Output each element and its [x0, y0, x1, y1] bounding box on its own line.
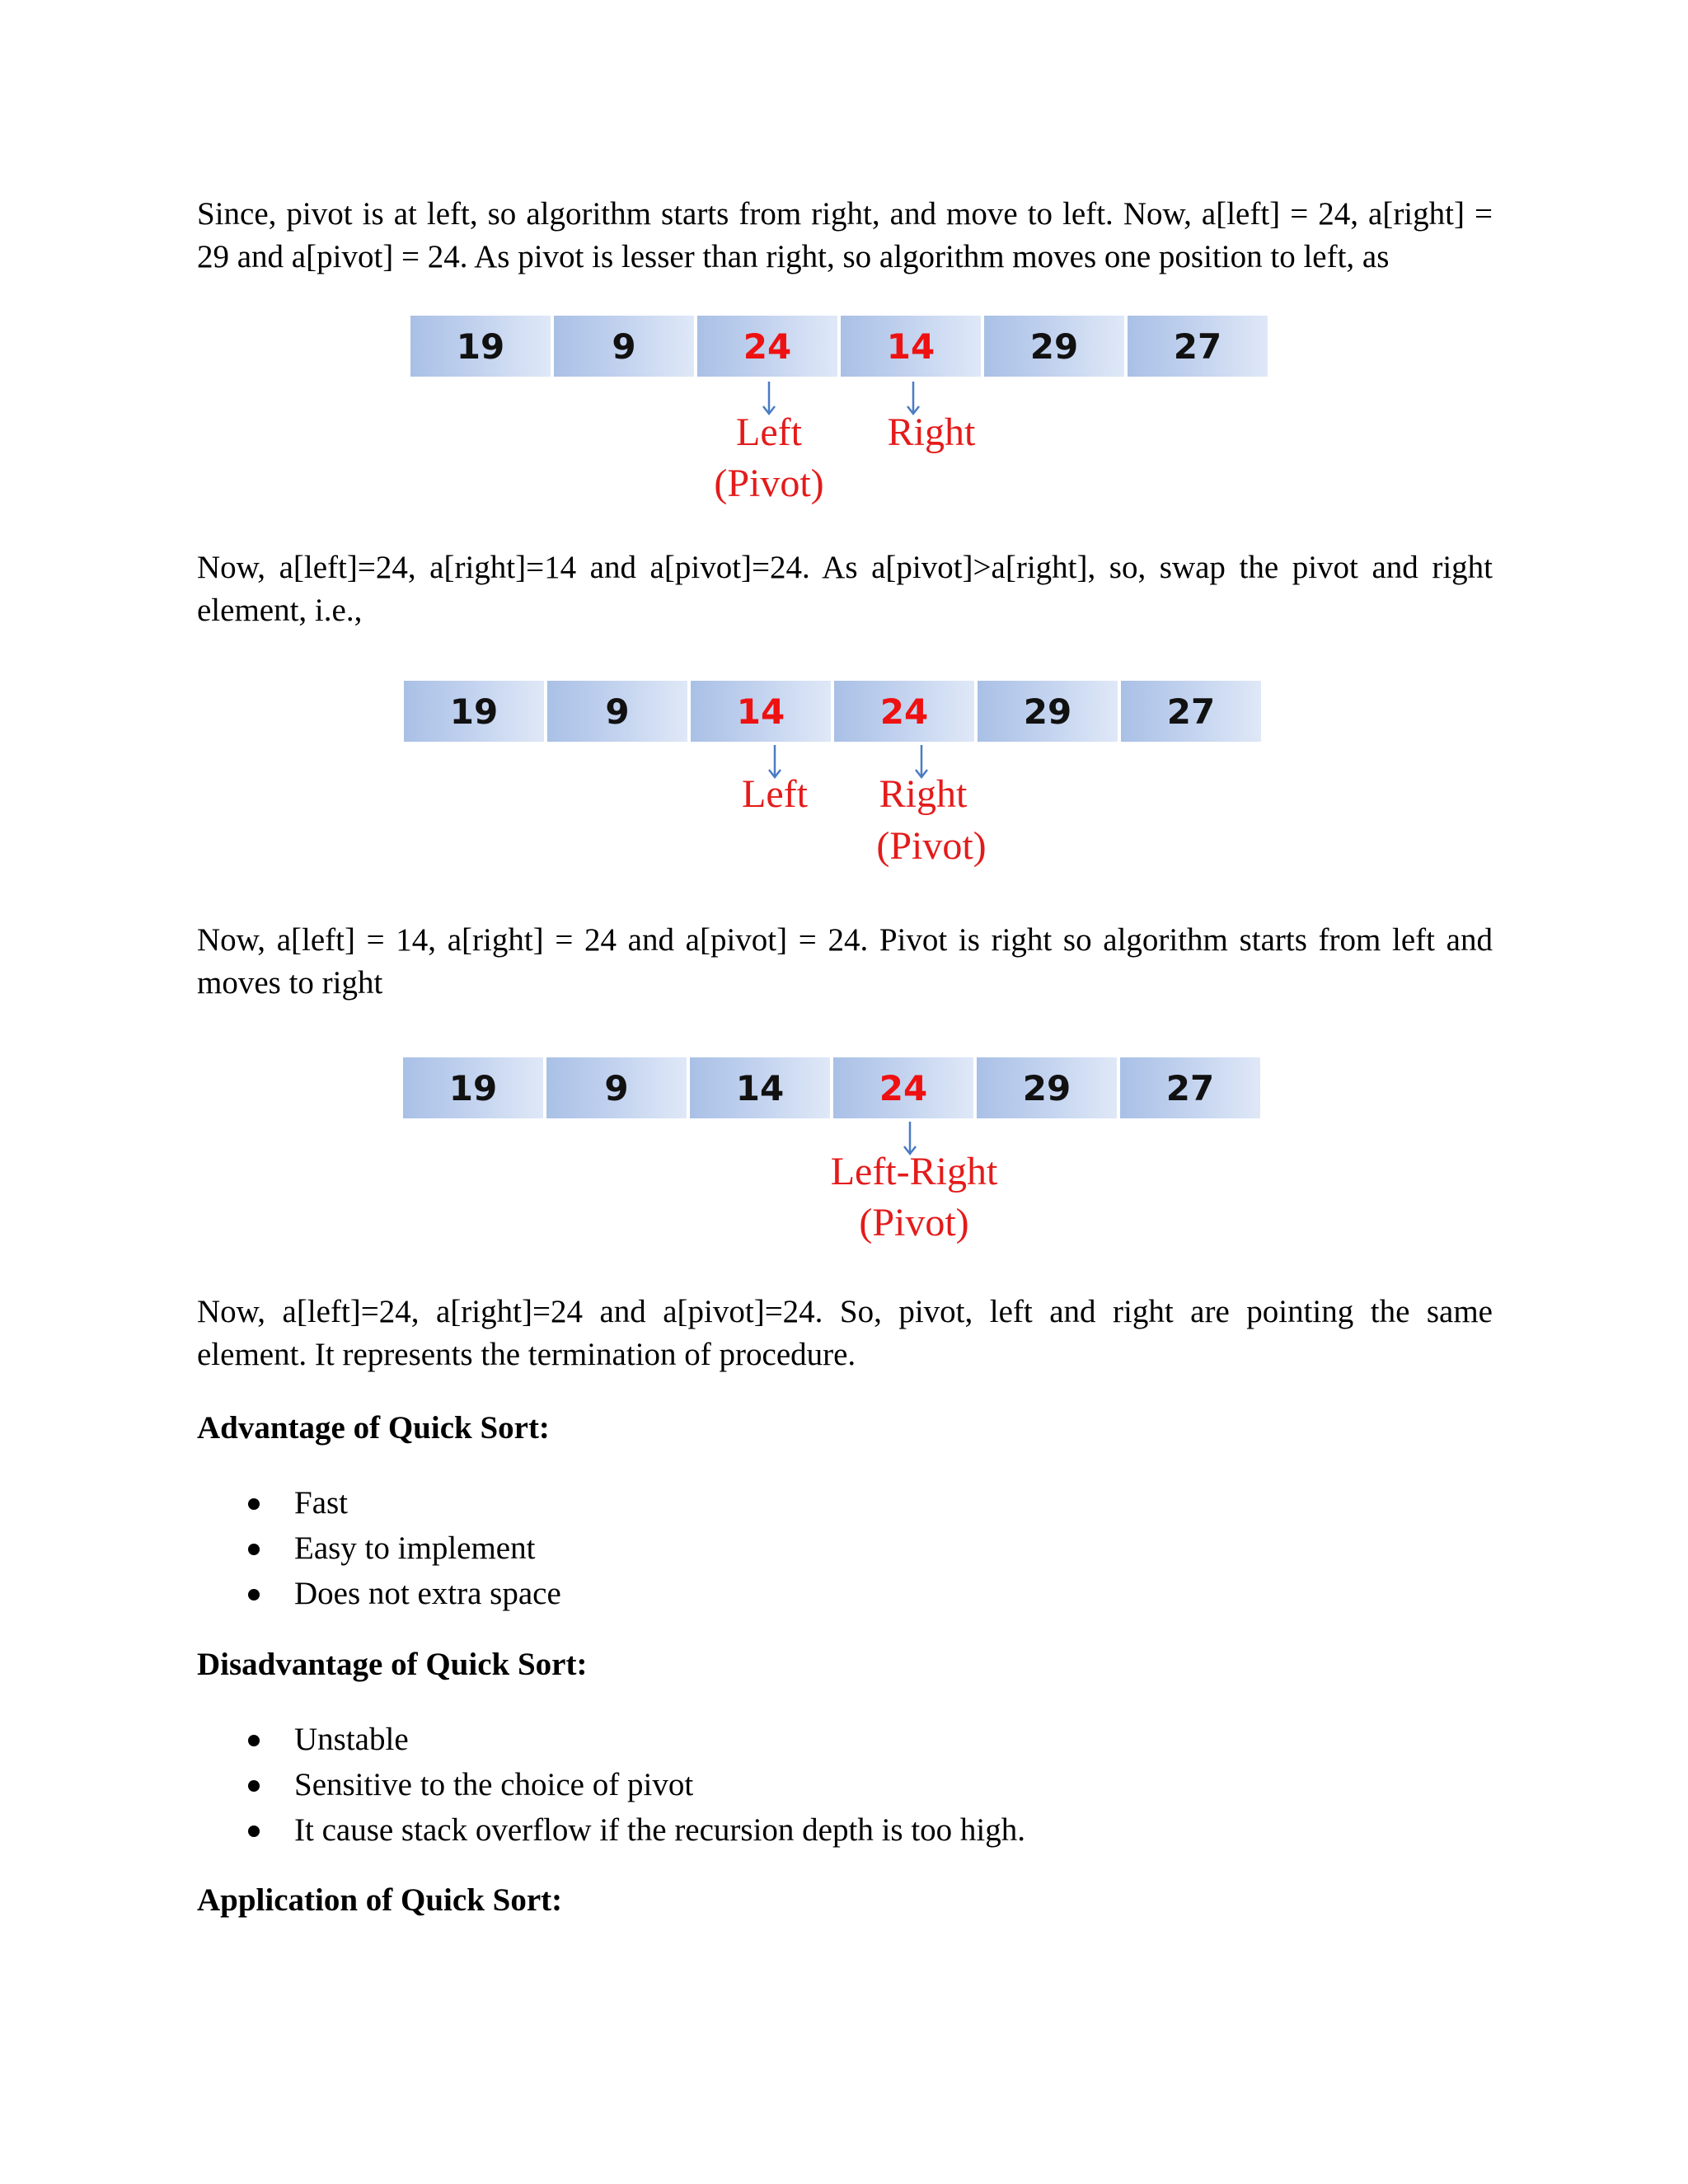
disadvantages-heading: Disadvantage of Quick Sort: [197, 1647, 588, 1682]
pivot-label: (Pivot) [876, 824, 987, 868]
bullet-icon [248, 1780, 260, 1792]
list-item-text: It cause stack overflow if the recursion depth is too high. [294, 1812, 1026, 1848]
array-cell: 14 [690, 1057, 830, 1118]
list-item-text: Unstable [294, 1722, 409, 1757]
advantages-heading: Advantage of Quick Sort: [197, 1410, 550, 1446]
array-cell: 9 [554, 316, 694, 377]
pivot-label: (Pivot) [714, 462, 824, 505]
right-label: Right [887, 410, 976, 454]
list-item-text: Fast [294, 1485, 349, 1521]
array-cell: 27 [1120, 1057, 1260, 1118]
array-diagram-1 [410, 316, 1276, 522]
list-item-text: Does not extra space [294, 1576, 561, 1611]
disadvantages-list [197, 1717, 1025, 1853]
paragraph-1: Since, pivot is at left, so algorithm starts from right, and move to left. Now, a[left] = 24, a[right] = 29 and a[pivot] = 24. As pivot is lesser than right, so algorithm moves one position to left, as [197, 196, 1493, 274]
array-row [403, 1057, 1264, 1118]
bullet-icon [248, 1589, 260, 1601]
array-row [404, 681, 1264, 742]
bullet-icon [248, 1498, 260, 1510]
bullet-icon [248, 1544, 260, 1555]
array-diagram-3 [403, 1057, 1268, 1263]
array-cell: 29 [977, 1057, 1117, 1118]
list-item-text: Sensitive to the choice of pivot [294, 1767, 694, 1802]
array-cell-highlighted: 24 [697, 316, 837, 377]
list-item [197, 1807, 1025, 1853]
left-right-label: Left-Right [830, 1150, 998, 1193]
array-cell: 27 [1121, 681, 1261, 742]
list-item [197, 1526, 561, 1571]
array-cell: 19 [403, 1057, 543, 1118]
paragraph-2: Now, a[left]=24, a[right]=14 and a[pivot]=24. As a[pivot]>a[right], so, swap the pivot and right element, i.e., [197, 550, 1493, 628]
array-cell: 19 [404, 681, 544, 742]
bullet-icon [248, 1735, 260, 1746]
pivot-label: (Pivot) [859, 1201, 969, 1244]
array-cell: 27 [1128, 316, 1268, 377]
array-cell: 29 [978, 681, 1118, 742]
right-label: Right [879, 772, 968, 816]
list-item [197, 1571, 561, 1616]
array-cell: 19 [410, 316, 551, 377]
array-row [410, 316, 1271, 377]
array-cell: 9 [546, 1057, 687, 1118]
paragraph-3: Now, a[left] = 14, a[right] = 24 and a[pivot] = 24. Pivot is right so algorithm starts from left and moves to right [197, 922, 1493, 1001]
array-cell-highlighted: 14 [841, 316, 981, 377]
list-item [197, 1762, 1025, 1807]
array-cell-highlighted: 14 [691, 681, 831, 742]
list-item-text: Easy to implement [294, 1530, 536, 1566]
list-item [197, 1480, 561, 1526]
left-label: Left [736, 410, 802, 454]
array-cell-highlighted: 24 [834, 681, 974, 742]
array-cell: 9 [547, 681, 687, 742]
array-cell: 29 [984, 316, 1124, 377]
array-diagram-2 [404, 681, 1269, 887]
bullet-icon [248, 1825, 260, 1837]
paragraph-4: Now, a[left]=24, a[right]=24 and a[pivot]=24. So, pivot, left and right are pointing the same element. It represents the termination of procedure. [197, 1294, 1493, 1372]
list-item [197, 1717, 1025, 1762]
applications-heading: Application of Quick Sort: [197, 1882, 563, 1918]
array-cell-highlighted: 24 [833, 1057, 973, 1118]
advantages-list [197, 1480, 561, 1616]
left-label: Left [742, 772, 808, 816]
